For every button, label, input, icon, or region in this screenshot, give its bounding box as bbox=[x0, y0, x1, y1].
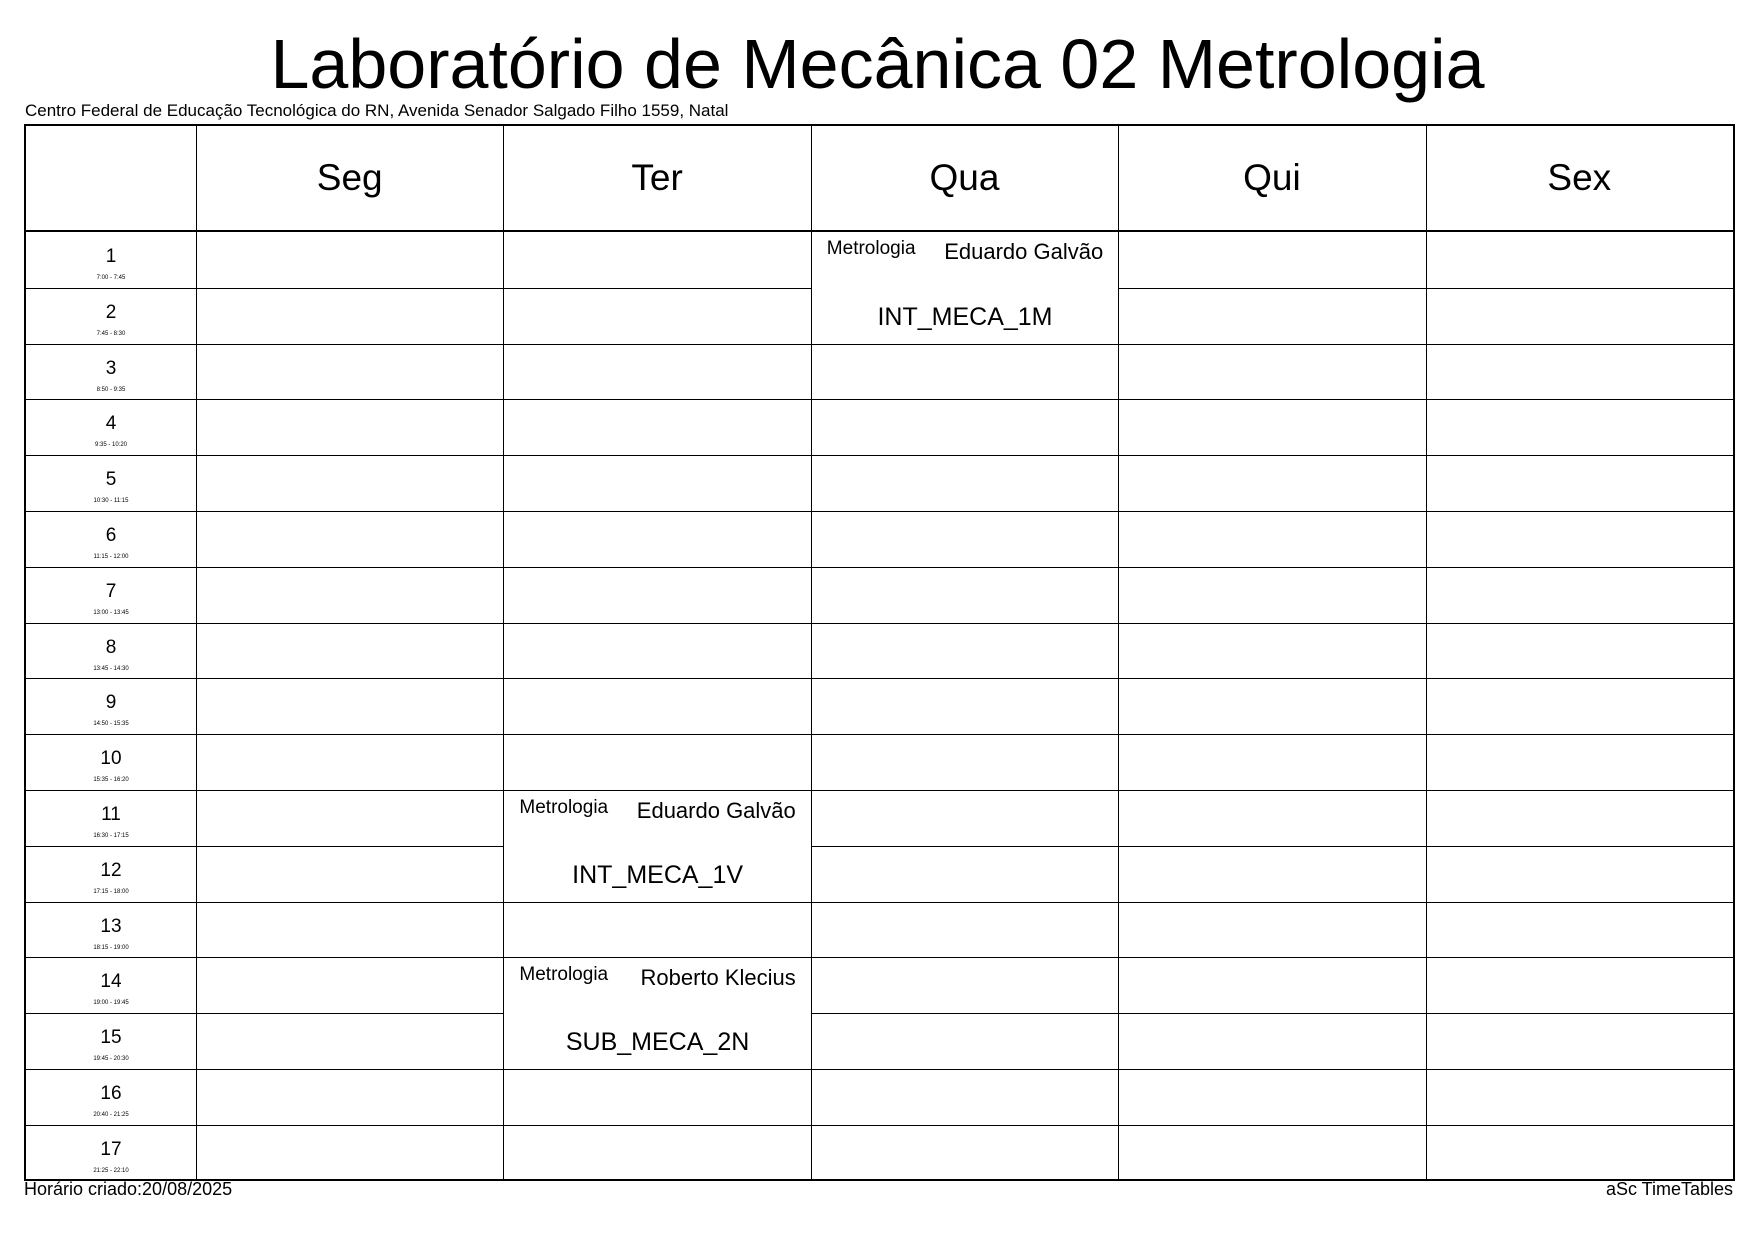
day-header-ter: Ter bbox=[631, 157, 683, 198]
period-time: 19:45 - 20:30 bbox=[93, 1056, 129, 1063]
lesson-card[interactable] bbox=[812, 232, 1118, 344]
period-time: 14:50 - 15:35 bbox=[93, 721, 129, 728]
column-divider bbox=[1118, 126, 1119, 1179]
period-time: 19:00 - 19:45 bbox=[93, 1000, 129, 1007]
lesson-subject: Metrologia bbox=[826, 238, 916, 259]
row-divider bbox=[26, 957, 1733, 958]
software-credit: aSc TimeTables bbox=[1605, 1179, 1733, 1199]
period-number: 8 bbox=[105, 636, 117, 658]
period-time: 20:40 - 21:25 bbox=[93, 1112, 129, 1118]
period-time: 15:35 - 16:20 bbox=[93, 777, 129, 784]
period-number: 17 bbox=[100, 1138, 122, 1160]
period-time: 21:25 - 22:10 bbox=[93, 1167, 129, 1174]
period-number: 11 bbox=[101, 804, 121, 825]
period-time: 10:30 - 11:15 bbox=[93, 498, 129, 505]
period-number: 5 bbox=[105, 469, 117, 491]
period-number: 6 bbox=[105, 525, 117, 546]
period-time: 7:45 - 8:30 bbox=[96, 330, 126, 337]
row-divider bbox=[26, 1125, 1733, 1126]
row-divider bbox=[26, 1069, 1733, 1070]
row-divider bbox=[26, 344, 1733, 345]
lesson-teacher: Eduardo Galvão bbox=[636, 798, 796, 823]
column-divider bbox=[196, 126, 197, 1179]
page-title: Laboratório de Mecânica 02 Metrologia bbox=[270, 25, 1485, 103]
period-time: 7:00 - 7:45 bbox=[96, 275, 126, 281]
lesson-subject: Metrologia bbox=[519, 797, 609, 818]
lesson-class: SUB_MECA_2N bbox=[565, 1027, 750, 1056]
row-divider bbox=[26, 511, 1733, 512]
row-divider bbox=[26, 846, 1733, 847]
period-time: 13:00 - 13:45 bbox=[93, 609, 129, 616]
period-number: 7 bbox=[105, 580, 117, 602]
period-number: 2 bbox=[105, 301, 117, 323]
row-divider bbox=[26, 567, 1733, 568]
period-time: 8:50 - 9:35 bbox=[96, 386, 126, 393]
day-header-qui: Qui bbox=[1243, 157, 1301, 198]
period-time: 13:45 - 14:30 bbox=[93, 665, 129, 672]
lesson-card[interactable] bbox=[504, 791, 810, 902]
period-number: 15 bbox=[100, 1027, 122, 1049]
period-number: 14 bbox=[100, 971, 122, 993]
lesson-teacher: Eduardo Galvão bbox=[944, 239, 1104, 264]
period-number: 12 bbox=[100, 859, 122, 881]
row-divider bbox=[26, 678, 1733, 679]
period-number: 4 bbox=[105, 413, 117, 435]
period-time: 17:15 - 18:00 bbox=[93, 888, 129, 895]
period-number: 13 bbox=[100, 915, 122, 937]
row-divider bbox=[26, 790, 1733, 791]
lesson-subject: Metrologia bbox=[519, 964, 609, 986]
period-number: 9 bbox=[105, 692, 117, 714]
day-header-seg: Seg bbox=[316, 157, 383, 198]
period-time: 11:15 - 12:00 bbox=[93, 554, 129, 560]
period-number: 3 bbox=[105, 357, 117, 379]
day-header-qua: Qua bbox=[929, 157, 1000, 198]
period-time: 16:30 - 17:15 bbox=[93, 833, 129, 839]
created-date: Horário criado:20/08/2025 bbox=[24, 1179, 233, 1199]
period-time: 9:35 - 10:20 bbox=[94, 442, 128, 449]
column-divider bbox=[1426, 126, 1427, 1179]
lesson-class: INT_MECA_1M bbox=[877, 302, 1053, 331]
day-header-sex: Sex bbox=[1547, 157, 1612, 198]
school-address: Centro Federal de Educação Tecnológica do RN, Avenida Senador Salgado Filho 1559, Natal bbox=[25, 101, 729, 120]
row-divider bbox=[26, 902, 1733, 903]
row-divider bbox=[26, 734, 1733, 735]
period-number: 16 bbox=[100, 1083, 122, 1104]
row-divider bbox=[26, 623, 1733, 624]
lesson-class: INT_MECA_1V bbox=[572, 860, 744, 889]
lesson-teacher: Roberto Klecius bbox=[640, 965, 796, 991]
row-divider bbox=[26, 455, 1733, 456]
period-number: 10 bbox=[100, 748, 122, 770]
period-time: 18:15 - 19:00 bbox=[93, 944, 129, 951]
lesson-card[interactable] bbox=[504, 958, 810, 1069]
row-divider bbox=[26, 399, 1733, 400]
timetable-grid bbox=[24, 124, 1735, 1181]
row-divider bbox=[26, 1013, 1733, 1014]
period-number: 1 bbox=[105, 246, 117, 267]
